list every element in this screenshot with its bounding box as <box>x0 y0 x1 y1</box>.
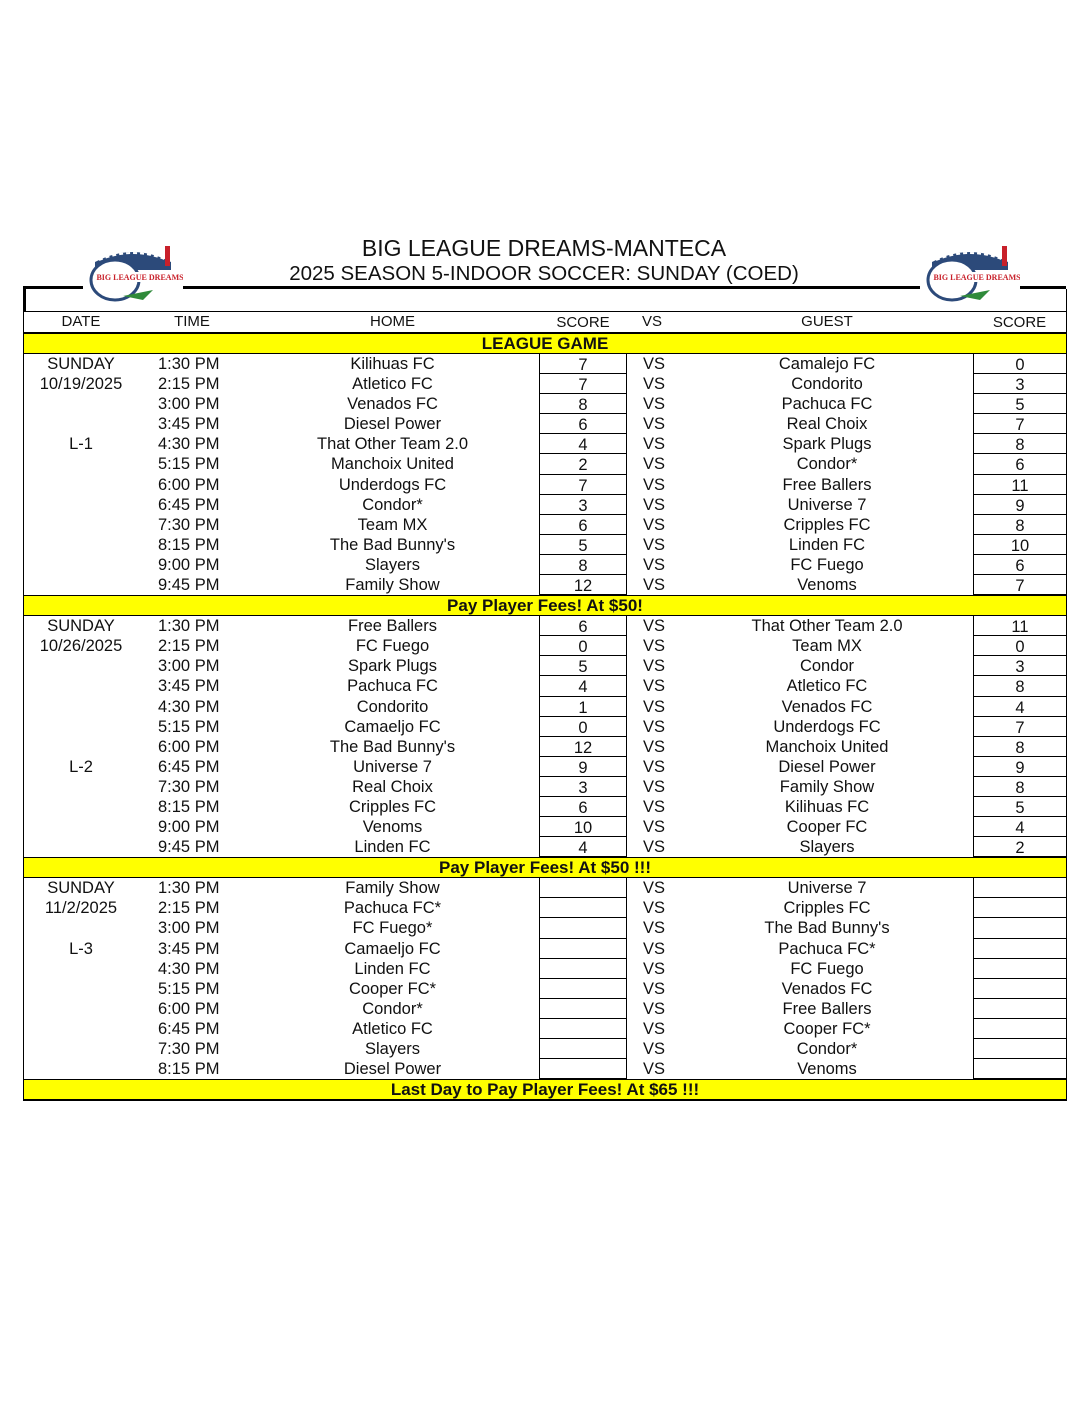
home-team: Real Choix <box>352 777 433 796</box>
vs-label: VS <box>643 495 666 514</box>
guest-team: Condor <box>799 657 855 676</box>
date-cell <box>24 697 138 717</box>
date-cell: SUNDAY <box>47 617 115 636</box>
guest-score: 5 <box>973 797 1066 817</box>
game-time: 1:30 PM <box>158 617 220 636</box>
guest-score <box>973 898 1066 918</box>
vs-label: VS <box>643 737 666 756</box>
guest-score: 7 <box>973 575 1066 595</box>
date-cell <box>24 737 138 757</box>
date-cell <box>24 837 138 857</box>
home-team: Linden FC <box>354 838 431 857</box>
home-team: Condor* <box>362 495 423 514</box>
home-score: 3 <box>539 777 627 797</box>
guest-team: Pachuca FC <box>781 395 873 414</box>
date-cell <box>24 515 138 535</box>
guest-score: 3 <box>973 374 1066 394</box>
table-row <box>24 1019 1066 1039</box>
guest-score: 8 <box>973 777 1066 797</box>
guest-score: 8 <box>973 737 1066 757</box>
guest-score: 0 <box>973 354 1066 374</box>
vs-label: VS <box>643 677 666 696</box>
date-cell <box>24 555 138 575</box>
guest-team: Cooper FC* <box>783 1019 871 1038</box>
vs-label: VS <box>643 979 666 998</box>
fee-reminder-banner: Pay Player Fees! At $50! <box>24 595 1066 616</box>
date-cell <box>24 979 138 999</box>
guest-score: 9 <box>973 495 1066 515</box>
col-guest: GUEST <box>801 313 853 330</box>
guest-score <box>973 999 1066 1019</box>
table-row <box>24 374 1066 394</box>
game-time: 6:45 PM <box>158 757 220 776</box>
home-team: Atletico FC <box>352 1019 433 1038</box>
table-row <box>24 495 1066 515</box>
home-score: 5 <box>539 535 627 555</box>
guest-team: Real Choix <box>786 415 868 434</box>
guest-team: Linden FC <box>788 535 866 554</box>
guest-team: Kilihuas FC <box>784 797 870 816</box>
guest-score <box>973 1059 1066 1079</box>
home-team: That Other Team 2.0 <box>316 435 469 454</box>
game-time: 6:00 PM <box>158 475 220 494</box>
home-score: 6 <box>539 797 627 817</box>
home-team: Condor* <box>362 999 423 1018</box>
guest-team: Cooper FC <box>786 818 868 837</box>
guest-score: 10 <box>973 535 1066 555</box>
guest-score: 7 <box>973 414 1066 434</box>
guest-team: Free Ballers <box>782 475 872 494</box>
col-guest-score: SCORE <box>992 314 1047 331</box>
vs-label: VS <box>643 475 666 494</box>
column-header-row <box>24 312 1066 333</box>
home-score: 6 <box>539 616 627 636</box>
guest-score: 6 <box>973 555 1066 575</box>
vs-label: VS <box>643 838 666 857</box>
guest-score <box>973 1039 1066 1059</box>
home-score <box>539 1039 627 1059</box>
vs-label: VS <box>643 899 666 918</box>
table-row <box>24 939 1066 959</box>
vs-label: VS <box>643 535 666 554</box>
guest-team: Venoms <box>797 1060 857 1079</box>
home-team: Universe 7 <box>353 757 432 776</box>
game-time: 7:30 PM <box>158 515 220 534</box>
home-score: 10 <box>539 817 627 837</box>
date-cell <box>24 817 138 837</box>
date-cell <box>24 676 138 696</box>
table-row <box>24 394 1066 414</box>
guest-team: Family Show <box>779 777 875 796</box>
date-cell <box>24 918 138 938</box>
table-row <box>24 434 1066 454</box>
date-cell: L-1 <box>69 435 93 454</box>
game-time: 4:30 PM <box>158 697 220 716</box>
date-cell <box>24 1059 138 1079</box>
home-team: Diesel Power <box>343 415 442 434</box>
guest-team: Venados FC <box>781 697 873 716</box>
vs-label: VS <box>643 415 666 434</box>
vs-label: VS <box>643 375 666 394</box>
guest-team: Pachuca FC* <box>778 939 876 958</box>
home-score: 12 <box>539 575 627 595</box>
home-score <box>539 1059 627 1079</box>
guest-team: Cripples FC <box>783 899 871 918</box>
home-score: 7 <box>539 475 627 495</box>
table-row <box>24 555 1066 575</box>
game-time: 9:45 PM <box>158 576 220 595</box>
home-team: FC Fuego* <box>352 919 433 938</box>
vs-label: VS <box>643 939 666 958</box>
vs-label: VS <box>643 435 666 454</box>
vs-label: VS <box>643 757 666 776</box>
guest-score: 0 <box>973 636 1066 656</box>
guest-score <box>973 918 1066 938</box>
date-cell: 11/2/2025 <box>44 899 118 918</box>
guest-team: Diesel Power <box>778 757 876 776</box>
date-cell: L-3 <box>69 939 93 958</box>
home-score: 0 <box>539 717 627 737</box>
vs-label: VS <box>643 697 666 716</box>
vs-label: VS <box>643 355 666 373</box>
guest-team: Condor* <box>796 1040 858 1058</box>
fee-reminder-banner: Last Day to Pay Player Fees! At $65 !!! <box>24 1079 1066 1100</box>
game-time: 9:00 PM <box>158 555 220 574</box>
col-date: DATE <box>61 313 101 330</box>
home-team: FC Fuego <box>355 637 430 656</box>
guest-team: FC Fuego <box>790 959 864 978</box>
guest-score: 7 <box>973 717 1066 737</box>
guest-score <box>973 979 1066 999</box>
game-time: 5:15 PM <box>158 717 220 736</box>
game-time: 3:45 PM <box>158 415 220 434</box>
game-time: 1:30 PM <box>158 355 220 373</box>
guest-score: 8 <box>973 434 1066 454</box>
table-row <box>24 535 1066 555</box>
guest-score <box>973 878 1066 898</box>
home-team: Venoms <box>362 818 423 837</box>
guest-score: 11 <box>973 616 1066 636</box>
home-score: 6 <box>539 414 627 434</box>
game-time: 3:45 PM <box>158 939 220 958</box>
guest-team: Venados FC <box>781 979 873 998</box>
guest-score <box>973 1019 1066 1039</box>
date-cell: 10/19/2025 <box>39 375 123 394</box>
weeks-container <box>24 354 1066 1100</box>
guest-team: That Other Team 2.0 <box>751 617 903 636</box>
date-cell <box>24 394 138 414</box>
vs-label: VS <box>643 999 666 1018</box>
guest-team: Team MX <box>792 637 862 656</box>
vs-label: VS <box>643 555 666 574</box>
date-cell <box>24 777 138 797</box>
home-team: Spark Plugs <box>348 657 437 676</box>
date-cell <box>24 454 138 474</box>
vs-label: VS <box>643 576 666 595</box>
table-row <box>24 959 1066 979</box>
vs-label: VS <box>643 717 666 736</box>
game-time: 2:15 PM <box>158 375 220 394</box>
home-team: Linden FC <box>354 959 431 978</box>
vs-label: VS <box>643 959 666 978</box>
guest-team: Venoms <box>797 576 857 595</box>
vs-label: VS <box>643 797 666 816</box>
home-team: Family Show <box>345 576 440 595</box>
table-row <box>24 414 1066 434</box>
date-cell <box>24 999 138 1019</box>
home-score: 7 <box>539 354 627 374</box>
guest-score <box>973 939 1066 959</box>
guest-score: 8 <box>973 515 1066 535</box>
guest-score: 3 <box>973 656 1066 676</box>
home-score <box>539 918 627 938</box>
date-cell <box>24 1019 138 1039</box>
home-score <box>539 878 627 898</box>
vs-label: VS <box>643 879 666 898</box>
col-home: HOME <box>370 313 415 330</box>
table-row <box>24 697 1066 717</box>
home-score: 0 <box>539 636 627 656</box>
guest-team: Camalejo FC <box>778 355 876 373</box>
table-row <box>24 999 1066 1019</box>
col-home-score: SCORE <box>556 314 610 331</box>
home-team: Camaeljo FC <box>344 717 441 736</box>
home-team: Manchoix United <box>331 455 454 474</box>
vs-label: VS <box>643 1060 666 1079</box>
guest-team: Universe 7 <box>787 495 867 514</box>
home-score: 1 <box>539 697 627 717</box>
table-row <box>24 475 1066 495</box>
guest-team: Free Ballers <box>782 999 872 1018</box>
home-score <box>539 959 627 979</box>
vs-label: VS <box>643 1019 666 1038</box>
home-score <box>539 1019 627 1039</box>
table-row <box>24 575 1066 595</box>
home-team: Condorito <box>356 697 429 716</box>
game-time: 9:45 PM <box>158 838 220 857</box>
guest-score: 6 <box>973 454 1066 474</box>
game-time: 3:00 PM <box>158 657 220 676</box>
home-score: 4 <box>539 434 627 454</box>
table-row <box>24 898 1066 918</box>
home-team: Cooper FC* <box>348 979 437 998</box>
table-row <box>24 777 1066 797</box>
home-score: 4 <box>539 676 627 696</box>
game-time: 1:30 PM <box>158 879 220 898</box>
date-cell <box>24 575 138 595</box>
vs-label: VS <box>643 617 666 636</box>
date-cell <box>24 1039 138 1059</box>
game-time: 5:15 PM <box>158 455 220 474</box>
game-time: 8:15 PM <box>158 797 220 816</box>
home-score: 6 <box>539 515 627 535</box>
home-team: Venados FC <box>347 395 438 414</box>
vs-label: VS <box>643 455 666 474</box>
guest-score: 9 <box>973 757 1066 777</box>
date-cell <box>24 495 138 515</box>
guest-team: Underdogs FC <box>773 717 881 736</box>
table-row <box>24 878 1066 898</box>
table-row <box>24 515 1066 535</box>
home-team: Slayers <box>364 1040 421 1058</box>
table-row <box>24 817 1066 837</box>
table-row <box>24 454 1066 474</box>
game-time: 9:00 PM <box>158 818 220 837</box>
svg-text:BIG LEAGUE DREAMS: BIG LEAGUE DREAMS <box>933 273 1020 282</box>
home-team: Camaeljo FC <box>344 939 441 958</box>
svg-text:BIG LEAGUE DREAMS: BIG LEAGUE DREAMS <box>96 273 183 282</box>
home-team: Pachuca FC <box>347 677 438 696</box>
game-time: 7:30 PM <box>158 777 220 796</box>
col-vs: VS <box>642 313 663 330</box>
game-time: 3:45 PM <box>158 677 220 696</box>
blank-header-box <box>23 289 1067 311</box>
table-row <box>24 354 1066 374</box>
home-team: Slayers <box>364 555 421 574</box>
table-row <box>24 757 1066 777</box>
vs-label: VS <box>643 637 666 656</box>
table-row <box>24 979 1066 999</box>
guest-team: Manchoix United <box>765 737 889 756</box>
guest-team: Condorito <box>791 375 863 394</box>
game-time: 2:15 PM <box>158 637 220 656</box>
table-row <box>24 837 1066 857</box>
guest-team: The Bad Bunny's <box>764 919 890 938</box>
vs-label: VS <box>643 919 666 938</box>
home-score: 8 <box>539 555 627 575</box>
guest-score: 2 <box>973 837 1066 857</box>
table-row <box>24 717 1066 737</box>
guest-score: 4 <box>973 817 1066 837</box>
home-team: Cripples FC <box>348 797 437 816</box>
game-time: 4:30 PM <box>158 435 220 454</box>
page-subtitle: 2025 SEASON 5-INDOOR SOCCER: SUNDAY (COED) <box>289 262 799 285</box>
game-time: 3:00 PM <box>158 395 220 414</box>
league-game-banner: LEAGUE GAME <box>24 333 1066 354</box>
home-score: 4 <box>539 837 627 857</box>
vs-label: VS <box>643 818 666 837</box>
guest-team: FC Fuego <box>790 555 864 574</box>
home-team: The Bad Bunny's <box>329 737 456 756</box>
game-time: 6:45 PM <box>158 1019 220 1038</box>
home-score: 12 <box>539 737 627 757</box>
vs-label: VS <box>643 395 666 414</box>
home-team: The Bad Bunny's <box>329 535 456 554</box>
game-time: 6:45 PM <box>158 495 220 514</box>
game-time: 2:15 PM <box>158 899 220 918</box>
home-score: 3 <box>539 495 627 515</box>
home-team: Team MX <box>357 515 428 534</box>
vs-label: VS <box>643 777 666 796</box>
game-time: 3:00 PM <box>158 919 220 938</box>
home-score: 9 <box>539 757 627 777</box>
guest-score: 4 <box>973 697 1066 717</box>
game-time: 5:15 PM <box>158 979 220 998</box>
table-row <box>24 636 1066 656</box>
table-row <box>24 737 1066 757</box>
home-score <box>539 898 627 918</box>
table-row <box>24 656 1066 676</box>
home-score: 5 <box>539 656 627 676</box>
guest-team: Atletico FC <box>786 677 868 696</box>
home-score: 7 <box>539 374 627 394</box>
date-cell: L-2 <box>69 757 93 776</box>
home-score <box>539 939 627 959</box>
page-title: BIG LEAGUE DREAMS-MANTECA <box>361 235 727 261</box>
date-cell <box>24 959 138 979</box>
vs-label: VS <box>643 657 666 676</box>
home-team: Atletico FC <box>352 375 433 394</box>
date-cell: SUNDAY <box>47 355 115 373</box>
date-cell <box>24 475 138 495</box>
game-time: 8:15 PM <box>158 1060 220 1079</box>
home-team: Pachuca FC* <box>343 899 442 918</box>
game-time: 6:00 PM <box>158 737 220 756</box>
home-score <box>539 979 627 999</box>
date-cell <box>24 414 138 434</box>
vs-label: VS <box>643 515 666 534</box>
table-row <box>24 797 1066 817</box>
home-score: 2 <box>539 454 627 474</box>
home-team: Kilihuas FC <box>350 355 435 373</box>
home-score <box>539 999 627 1019</box>
guest-score: 8 <box>973 676 1066 696</box>
guest-team: Universe 7 <box>787 879 867 898</box>
table-row <box>24 616 1066 636</box>
date-cell <box>24 797 138 817</box>
date-cell: 10/26/2025 <box>39 637 123 656</box>
home-team: Diesel Power <box>343 1060 442 1079</box>
home-team: Underdogs FC <box>338 475 447 494</box>
guest-score <box>973 959 1066 979</box>
guest-score: 5 <box>973 394 1066 414</box>
date-cell <box>24 535 138 555</box>
date-cell <box>24 656 138 676</box>
guest-team: Slayers <box>799 838 855 857</box>
home-score: 8 <box>539 394 627 414</box>
home-team: Free Ballers <box>348 617 437 636</box>
vs-label: VS <box>643 1040 666 1058</box>
guest-team: Cripples FC <box>783 515 871 534</box>
table-row <box>24 918 1066 938</box>
game-time: 6:00 PM <box>158 999 220 1018</box>
home-team: Family Show <box>345 879 440 898</box>
date-cell: SUNDAY <box>47 879 115 898</box>
game-time: 8:15 PM <box>158 535 220 554</box>
col-time: TIME <box>174 313 210 330</box>
schedule-table <box>23 311 1067 1101</box>
fee-reminder-banner: Pay Player Fees! At $50 !!! <box>24 857 1066 878</box>
table-row <box>24 1059 1066 1079</box>
guest-team: Condor* <box>796 455 858 474</box>
table-row <box>24 676 1066 696</box>
date-cell <box>24 717 138 737</box>
table-row <box>24 1039 1066 1059</box>
game-time: 4:30 PM <box>158 959 220 978</box>
guest-score: 11 <box>973 475 1066 495</box>
guest-team: Spark Plugs <box>782 435 872 454</box>
game-time: 7:30 PM <box>158 1040 220 1058</box>
